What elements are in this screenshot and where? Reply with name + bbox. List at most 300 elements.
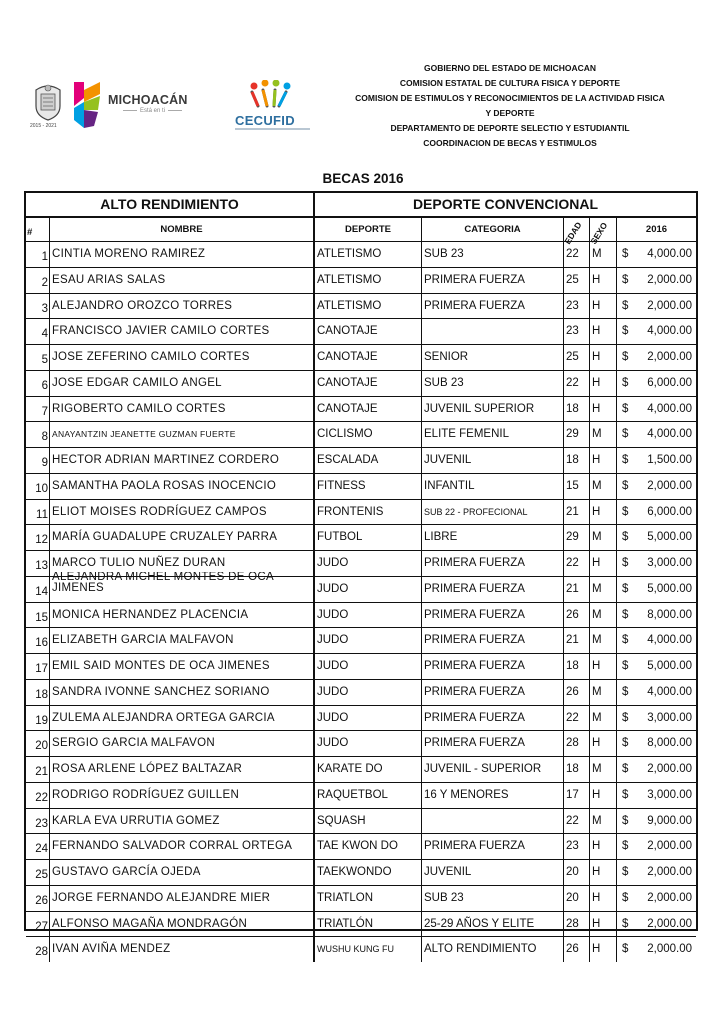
athlete-name: ROSA ARLENE LÓPEZ BALTAZAR xyxy=(50,757,315,782)
amount-value: 3,000.00 xyxy=(647,557,692,569)
age: 23 xyxy=(564,294,590,319)
amount-cell xyxy=(617,654,696,679)
age: 18 xyxy=(564,757,590,782)
athlete-name: HECTOR ADRIAN MARTINEZ CORDERO xyxy=(50,448,315,473)
athlete-name: EMIL SAID MONTES DE OCA JIMENES xyxy=(50,654,315,679)
amount-cell xyxy=(617,551,696,576)
sex: M xyxy=(590,422,617,447)
category: PRIMERA FUERZA xyxy=(422,834,564,859)
currency-symbol: $ xyxy=(622,891,629,904)
row-number: 9 xyxy=(26,448,50,473)
amount-cell xyxy=(617,577,696,602)
sex: H xyxy=(590,912,617,937)
row-number: 11 xyxy=(26,500,50,525)
currency-symbol: $ xyxy=(622,325,629,338)
table-row xyxy=(26,371,696,397)
table-row xyxy=(26,474,696,500)
amount-cell xyxy=(617,500,696,525)
category: PRIMERA FUERZA xyxy=(422,628,564,653)
amount-value: 5,000.00 xyxy=(647,531,692,544)
table-row xyxy=(26,603,696,629)
currency-symbol: $ xyxy=(622,866,629,878)
michoacan-tagline: Está en ti xyxy=(120,108,185,114)
row-number: 21 xyxy=(26,757,50,782)
sport: TAEKWONDO xyxy=(315,860,422,885)
header-line: COORDINACION DE BECAS Y ESTIMULOS xyxy=(423,138,597,148)
amount-value: 2,000.00 xyxy=(647,273,692,286)
sex: M xyxy=(590,809,617,834)
column-header-category: CATEGORIA xyxy=(422,218,564,241)
row-number: 19 xyxy=(26,706,50,731)
row-number: 20 xyxy=(26,731,50,756)
michoacan-wordmark: MICHOACÁN xyxy=(108,93,188,107)
age: 21 xyxy=(564,577,590,602)
sport: TAE KWON DO xyxy=(315,834,422,859)
amount-cell xyxy=(617,834,696,859)
age: 23 xyxy=(564,319,590,344)
athlete-name: MARCO TULIO NUÑEZ DURAN xyxy=(50,551,315,576)
amount-cell xyxy=(617,525,696,550)
age: 25 xyxy=(564,345,590,370)
amount-value: 4,000.00 xyxy=(647,248,692,260)
table-row xyxy=(26,757,696,783)
currency-symbol: $ xyxy=(622,711,629,724)
amount-value: 4,000.00 xyxy=(647,428,692,441)
category-header-bar xyxy=(26,193,696,218)
sex: M xyxy=(590,577,617,602)
row-number: 12 xyxy=(26,525,50,550)
row-number: 4 xyxy=(26,319,50,344)
sport: ATLETISMO xyxy=(315,268,422,293)
sex: H xyxy=(590,294,617,319)
category: JUVENIL SUPERIOR xyxy=(422,397,564,422)
age: 20 xyxy=(564,860,590,885)
row-number: 2 xyxy=(26,268,50,293)
logo-strip xyxy=(30,76,320,136)
currency-symbol: $ xyxy=(622,505,629,518)
currency-symbol: $ xyxy=(622,763,629,775)
amount-cell xyxy=(617,783,696,808)
amount-value: 4,000.00 xyxy=(647,685,692,698)
sex: H xyxy=(590,500,617,525)
currency-symbol: $ xyxy=(622,917,629,930)
age: 15 xyxy=(564,474,590,499)
header-line: GOBIERNO DEL ESTADO DE MICHOACAN xyxy=(423,63,597,73)
amount-cell xyxy=(617,371,696,396)
document-title: BECAS 2016 xyxy=(322,171,404,186)
sport: TRIATLÓN xyxy=(315,912,422,937)
sex: M xyxy=(590,474,617,499)
category-alto-rendimiento: ALTO RENDIMIENTO xyxy=(26,193,315,216)
amount-cell xyxy=(617,860,696,885)
sex: H xyxy=(590,937,617,962)
currency-symbol: $ xyxy=(622,479,629,492)
age: 29 xyxy=(564,422,590,447)
currency-symbol: $ xyxy=(622,454,629,466)
table-row xyxy=(26,268,696,294)
age: 22 xyxy=(564,809,590,834)
age: 23 xyxy=(564,834,590,859)
category: 25-29 AÑOS Y ELITE xyxy=(422,912,564,937)
athlete-name: ALEJANDRA MICHEL MONTES DE OCA JIMENES xyxy=(50,572,315,602)
age: 21 xyxy=(564,628,590,653)
athlete-name: GUSTAVO GARCÍA OJEDA xyxy=(50,860,315,885)
currency-symbol: $ xyxy=(622,685,629,698)
table-row xyxy=(26,525,696,551)
age: 17 xyxy=(564,783,590,808)
table-row xyxy=(26,242,696,268)
amount-value: 4,000.00 xyxy=(647,634,692,647)
currency-symbol: $ xyxy=(622,351,629,363)
athlete-name: JOSE EDGAR CAMILO ANGEL xyxy=(50,371,315,396)
sex: H xyxy=(590,268,617,293)
currency-symbol: $ xyxy=(622,248,629,260)
athlete-name: ZULEMA ALEJANDRA ORTEGA GARCIA xyxy=(50,706,315,731)
age: 20 xyxy=(564,886,590,911)
sport: KARATE DO xyxy=(315,757,422,782)
amount-value: 2,000.00 xyxy=(647,891,692,904)
scholarship-table xyxy=(24,191,698,959)
amount-value: 5,000.00 xyxy=(647,660,692,672)
table-row xyxy=(26,809,696,835)
row-number: 24 xyxy=(26,834,50,859)
currency-symbol: $ xyxy=(622,582,629,595)
amount-value: 4,000.00 xyxy=(647,402,692,415)
category: PRIMERA FUERZA xyxy=(422,731,564,756)
athlete-name: JORGE FERNANDO ALEJANDRE MIER xyxy=(50,886,315,911)
amount-value: 6,000.00 xyxy=(647,376,692,389)
cecufid-wordmark: CECUFID xyxy=(235,113,295,128)
amount-cell xyxy=(617,294,696,319)
column-header-sport: DEPORTE xyxy=(315,218,422,241)
row-number: 28 xyxy=(26,937,50,962)
currency-symbol: $ xyxy=(622,428,629,441)
amount-cell xyxy=(617,474,696,499)
row-number: 27 xyxy=(26,912,50,937)
athlete-name: MONICA HERNANDEZ PLACENCIA xyxy=(50,603,315,628)
amount-value: 4,000.00 xyxy=(647,325,692,338)
table-row xyxy=(26,397,696,423)
age: 18 xyxy=(564,654,590,679)
sex: H xyxy=(590,783,617,808)
table-row xyxy=(26,422,696,448)
row-number: 25 xyxy=(26,860,50,885)
athlete-name: KARLA EVA URRUTIA GOMEZ xyxy=(50,809,315,834)
sex: H xyxy=(590,345,617,370)
currency-symbol: $ xyxy=(622,299,629,312)
age: 26 xyxy=(564,603,590,628)
currency-symbol: $ xyxy=(622,737,629,750)
amount-cell xyxy=(617,757,696,782)
athlete-name: FRANCISCO JAVIER CAMILO CORTES xyxy=(50,319,315,344)
currency-symbol: $ xyxy=(622,608,629,621)
amount-cell xyxy=(617,937,696,962)
age: 29 xyxy=(564,525,590,550)
sport: JUDO xyxy=(315,680,422,705)
table-row xyxy=(26,448,696,474)
sex: H xyxy=(590,654,617,679)
sex: H xyxy=(590,731,617,756)
table-row xyxy=(26,886,696,912)
sport: CANOTAJE xyxy=(315,397,422,422)
amount-cell xyxy=(617,706,696,731)
age: 28 xyxy=(564,912,590,937)
sport: ATLETISMO xyxy=(315,242,422,267)
table-row xyxy=(26,912,696,938)
row-number: 7 xyxy=(26,397,50,422)
amount-value: 5,000.00 xyxy=(647,582,692,595)
row-number: 10 xyxy=(26,474,50,499)
amount-cell xyxy=(617,809,696,834)
table-row xyxy=(26,345,696,371)
athlete-name: CINTIA MORENO RAMIREZ xyxy=(50,242,315,267)
amount-value: 1,500.00 xyxy=(647,454,692,466)
athlete-name: SAMANTHA PAOLA ROSAS INOCENCIO xyxy=(50,474,315,499)
amount-cell xyxy=(617,345,696,370)
row-number: 6 xyxy=(26,371,50,396)
age: 22 xyxy=(564,371,590,396)
amount-value: 8,000.00 xyxy=(647,737,692,750)
row-number: 22 xyxy=(26,783,50,808)
currency-symbol: $ xyxy=(622,273,629,286)
amount-cell xyxy=(617,242,696,267)
category: PRIMERA FUERZA xyxy=(422,294,564,319)
column-header-number: # xyxy=(26,218,50,241)
category: JUVENIL xyxy=(422,860,564,885)
sex: M xyxy=(590,603,617,628)
sex: H xyxy=(590,551,617,576)
category: PRIMERA FUERZA xyxy=(422,268,564,293)
column-header-sex xyxy=(588,218,617,246)
age: 18 xyxy=(564,397,590,422)
amount-value: 2,000.00 xyxy=(647,943,692,956)
currency-symbol: $ xyxy=(622,531,629,544)
amount-value: 2,000.00 xyxy=(647,763,692,775)
currency-symbol: $ xyxy=(622,557,629,569)
athlete-name: IVAN AVIÑA MENDEZ xyxy=(50,937,315,962)
athlete-name: ELIOT MOISES RODRÍGUEZ CAMPOS xyxy=(50,500,315,525)
row-number: 1 xyxy=(26,242,50,267)
category: SENIOR xyxy=(422,345,564,370)
row-number: 23 xyxy=(26,809,50,834)
amount-cell xyxy=(617,603,696,628)
amount-value: 2,000.00 xyxy=(647,299,692,312)
sport: JUDO xyxy=(315,577,422,602)
athlete-name: ALEJANDRO OROZCO TORRES xyxy=(50,294,315,319)
currency-symbol: $ xyxy=(622,634,629,647)
category: LIBRE xyxy=(422,525,564,550)
sex: H xyxy=(590,860,617,885)
category: PRIMERA FUERZA xyxy=(422,706,564,731)
category: SUB 22 - PROFECIONAL xyxy=(422,500,564,525)
row-number: 16 xyxy=(26,628,50,653)
amount-cell xyxy=(617,448,696,473)
sex: M xyxy=(590,680,617,705)
category: JUVENIL - SUPERIOR xyxy=(422,757,564,782)
sport: JUDO xyxy=(315,551,422,576)
table-row xyxy=(26,937,696,962)
column-header-amount: 2016 xyxy=(645,224,668,235)
sex: H xyxy=(590,371,617,396)
header-line: Y DEPORTE xyxy=(485,108,535,118)
sport: CANOTAJE xyxy=(315,345,422,370)
sex: H xyxy=(590,886,617,911)
category: SUB 23 xyxy=(422,371,564,396)
header-line: COMISION DE ESTIMULOS Y RECONOCIMIENTOS DE LA ACTIVIDAD FISICA xyxy=(355,93,665,103)
table-row xyxy=(26,571,696,603)
row-number: 8 xyxy=(26,422,50,447)
sport: JUDO xyxy=(315,628,422,653)
athlete-name: SANDRA IVONNE SANCHEZ SORIANO xyxy=(50,680,315,705)
category: PRIMERA FUERZA xyxy=(422,577,564,602)
header-line: COMISION ESTATAL DE CULTURA FISICA Y DEPORTE xyxy=(399,78,621,88)
athlete-name: RIGOBERTO CAMILO CORTES xyxy=(50,397,315,422)
age: 22 xyxy=(564,551,590,576)
sex: M xyxy=(590,628,617,653)
currency-symbol: $ xyxy=(622,402,629,415)
table-row xyxy=(26,706,696,732)
table-row xyxy=(26,319,696,345)
column-header-name: NOMBRE xyxy=(50,218,315,241)
sport: FITNESS xyxy=(315,474,422,499)
sport: JUDO xyxy=(315,603,422,628)
category: PRIMERA FUERZA xyxy=(422,603,564,628)
currency-symbol: $ xyxy=(622,814,629,827)
table-row xyxy=(26,860,696,886)
sex: M xyxy=(590,242,617,267)
amount-value: 3,000.00 xyxy=(647,788,692,801)
athlete-name: JOSE ZEFERINO CAMILO CORTES xyxy=(50,345,315,370)
row-number: 14 xyxy=(26,577,50,602)
document-header xyxy=(325,61,695,151)
category-deporte-convencional: DEPORTE CONVENCIONAL xyxy=(412,196,599,212)
cecufid-subtitle-rule xyxy=(235,128,310,130)
amount-value: 2,000.00 xyxy=(647,479,692,492)
column-header-sex-label: SEXO xyxy=(588,220,610,246)
currency-symbol: $ xyxy=(622,376,629,389)
category: ALTO RENDIMIENTO xyxy=(422,937,564,962)
category: PRIMERA FUERZA xyxy=(422,551,564,576)
amount-cell xyxy=(617,628,696,653)
sport: JUDO xyxy=(315,654,422,679)
sport: CANOTAJE xyxy=(315,319,422,344)
row-number: 26 xyxy=(26,886,50,911)
amount-cell xyxy=(617,422,696,447)
sport: WUSHU KUNG FU xyxy=(315,937,422,962)
sport: ESCALADA xyxy=(315,448,422,473)
age: 18 xyxy=(564,448,590,473)
sex: M xyxy=(590,525,617,550)
age: 22 xyxy=(564,706,590,731)
currency-symbol: $ xyxy=(622,788,629,801)
category xyxy=(422,319,564,344)
currency-symbol: $ xyxy=(622,660,629,672)
amount-value: 8,000.00 xyxy=(647,608,692,621)
amount-cell xyxy=(617,397,696,422)
sport: CANOTAJE xyxy=(315,371,422,396)
sex: H xyxy=(590,448,617,473)
sex: M xyxy=(590,757,617,782)
table-row xyxy=(26,628,696,654)
athlete-name: ELIZABETH GARCIA MALFAVON xyxy=(50,628,315,653)
seal-years: 2015 - 2021 xyxy=(30,123,57,129)
athlete-name: RODRIGO RODRÍGUEZ GUILLEN xyxy=(50,783,315,808)
sport: ATLETISMO xyxy=(315,294,422,319)
sport: FRONTENIS xyxy=(315,500,422,525)
amount-cell xyxy=(617,886,696,911)
sport: JUDO xyxy=(315,706,422,731)
sex: H xyxy=(590,834,617,859)
athlete-name: SERGIO GARCIA MALFAVON xyxy=(50,731,315,756)
athlete-name: MARÍA GUADALUPE CRUZALEY PARRA xyxy=(50,525,315,550)
amount-cell xyxy=(617,731,696,756)
table-row xyxy=(26,680,696,706)
amount-cell xyxy=(617,912,696,937)
category: JUVENIL xyxy=(422,448,564,473)
sex: M xyxy=(590,706,617,731)
row-number: 5 xyxy=(26,345,50,370)
sex: H xyxy=(590,319,617,344)
category: SUB 23 xyxy=(422,886,564,911)
amount-cell xyxy=(617,680,696,705)
age: 22 xyxy=(564,242,590,267)
column-headers xyxy=(26,218,696,246)
michoacan-logo-icon xyxy=(72,80,102,130)
athlete-name: ANAYANTZIN JEANETTE GUZMAN FUERTE xyxy=(50,422,315,447)
table-row xyxy=(26,654,696,680)
table-row xyxy=(26,783,696,809)
table-row xyxy=(26,834,696,860)
row-number: 18 xyxy=(26,680,50,705)
amount-value: 2,000.00 xyxy=(647,917,692,930)
amount-value: 2,000.00 xyxy=(647,840,692,853)
sport: CICLISMO xyxy=(315,422,422,447)
age: 26 xyxy=(564,680,590,705)
sex: H xyxy=(590,397,617,422)
row-number: 17 xyxy=(26,654,50,679)
amount-cell xyxy=(617,268,696,293)
athlete-name: FERNANDO SALVADOR CORRAL ORTEGA xyxy=(50,834,315,859)
row-number: 13 xyxy=(26,551,50,576)
category: SUB 23 xyxy=(422,242,564,267)
amount-value: 2,000.00 xyxy=(647,866,692,878)
amount-cell xyxy=(617,319,696,344)
age: 26 xyxy=(564,937,590,962)
age: 25 xyxy=(564,268,590,293)
amount-value: 6,000.00 xyxy=(647,505,692,518)
currency-symbol: $ xyxy=(622,943,629,956)
amount-value: 9,000.00 xyxy=(647,814,692,827)
sport: FUTBOL xyxy=(315,525,422,550)
category: INFANTIL xyxy=(422,474,564,499)
sport: TRIATLON xyxy=(315,886,422,911)
table-row xyxy=(26,294,696,320)
table-row xyxy=(26,731,696,757)
state-seal-icon xyxy=(32,82,64,122)
row-number: 15 xyxy=(26,603,50,628)
sport: SQUASH xyxy=(315,809,422,834)
athlete-name: ALFONSO MAGAÑA MONDRAGÓN xyxy=(50,912,315,937)
currency-symbol: $ xyxy=(622,840,629,853)
row-number: 3 xyxy=(26,294,50,319)
athlete-name: ESAU ARIAS SALAS xyxy=(50,268,315,293)
amount-value: 3,000.00 xyxy=(647,711,692,724)
age: 21 xyxy=(564,500,590,525)
amount-value: 2,000.00 xyxy=(647,351,692,363)
category: PRIMERA FUERZA xyxy=(422,654,564,679)
cecufid-logo-icon xyxy=(248,80,298,110)
sport: JUDO xyxy=(315,731,422,756)
